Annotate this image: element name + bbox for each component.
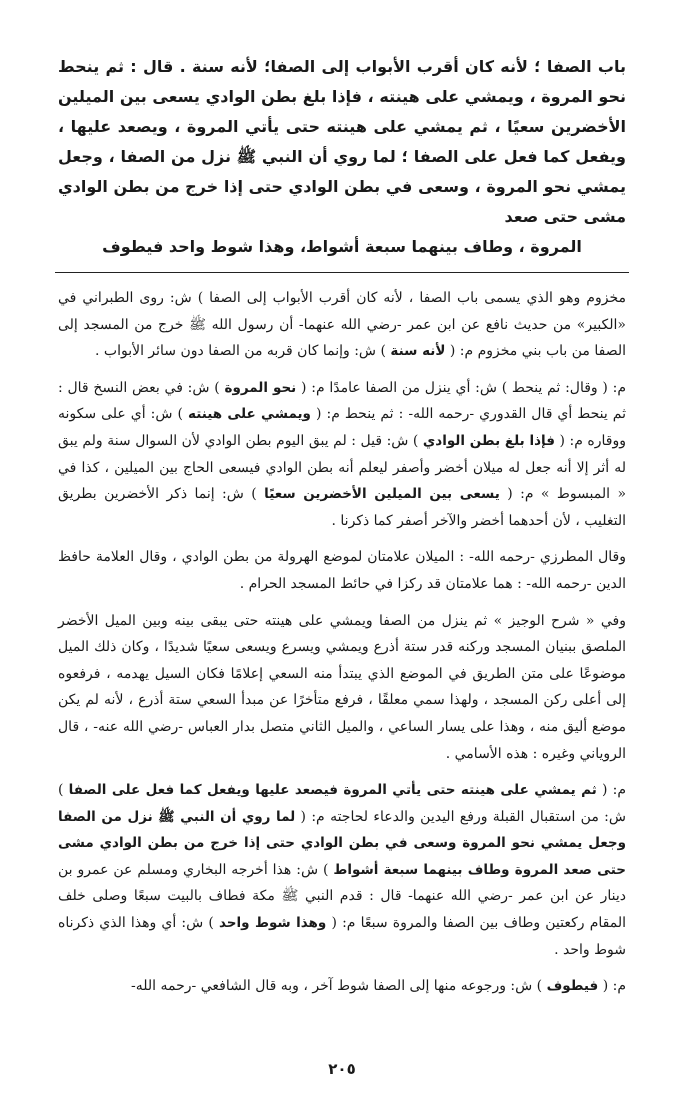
- matn-quote: فإذا بلغ بطن الوادي: [422, 432, 555, 449]
- matn-line-main: باب الصفا ؛ لأنه كان أقرب الأبواب إلى الصفا؛ لأنه سنة . قال : ثم ينحط نحو المروة ، ويمشي على هينته ، فإذا بلغ بطن الوادي يسعى بين الميلين الأخضرين سعيًا ، ثم يمشي على هينته حتى يأتي المروة ، ويصعد عليها ، ويفعل كما فعل على الصفا ؛ لما روي أن النبي ﷺ نزل من الصفا ، وجعل يمشي نحو المروة ، وسعى في بطن الوادي حتى إذا خرج من بطن الوادي مشى حتى صعد: [58, 57, 626, 226]
- page-number: ٢٠٥: [328, 1060, 356, 1078]
- matn-text: [58, 52, 626, 262]
- matn-quote: نحو المروة: [224, 379, 297, 396]
- sharh-paragraph-6: م: ( فيطوف ) ش: ورجوعه منها إلى الصفا شوط آخر ، وبه قال الشافعي -رحمه الله-: [131, 978, 626, 995]
- matn-quote: لأنه سنة: [390, 343, 446, 360]
- sharh-paragraph-3: وقال المطرزي -رحمه الله- : الميلان علامتان لموضع الهرولة من بطن الوادي ، وقال العلامة حافظ الدين -رحمه الله- : هما علامتان قد ركزا في حائط المسجد الحرام .: [58, 549, 626, 592]
- matn-quote: فيطوف: [546, 978, 599, 995]
- sharh-paragraph-5: م: ( ثم يمشي على هينته حتى يأتي المروة فيصعد عليها ويفعل كما فعل على الصفا ) ش: من استقبال القبلة ورفع اليدين والدعاء لحاجته م: ( لما روي أن النبي ﷺ نزل من الصفا وجعل يمشي نحو المروة وسعى في بطن الوادي حتى إذا خرج من بطن الوادي مشى حتى صعد المروة وطاف بينهما سبعة أشواط ) ش: هذا أخرجه البخاري ومسلم عن عمرو بن دينار عن ابن عمر -رضي الله عنهما- قال : قدم النبي ﷺ مكة فطاف بالبيت سبعًا وصلى خلف المقام ركعتين وطاف بين الصفا والمروة سبعًا م: ( وهذا شوط واحد ) ش: أي وهذا الذي ذكرناه شوط واحد .: [58, 782, 627, 958]
- matn-quote: يسعى بين الميلين الأخضرين سعيًا: [264, 486, 500, 503]
- sharh-paragraph-2: م: ( وقال: ثم ينحط ) ش: أي ينزل من الصفا عامدًا م: ( نحو المروة ) ش: في بعض النسخ قال : ثم ينحط أي قال القدوري -رحمه الله- : ثم ينحط م: ( ويمشي على هينته ) ش: أي على سكونه ووقاره م: ( فإذا بلغ بطن الوادي ) ش: قيل : لم يبق اليوم بطن الوادي لأن السوال سنة ولم يبق له أثر إلا أنه جعل له ميلان أخضر وأصفر ليعلم أنه بطن الوادي فيسعى الحاج بين الميلين ، كذا في « المبسوط » م: ( يسعى بين الميلين الأخضرين سعيًا ) ش: إنما ذكر الأخضرين بطريق التغليب ، لأن أحدهما أخضر والآخر أصفر كما ذكرنا .: [58, 379, 627, 529]
- matn-quote: وهذا شوط واحد: [219, 915, 327, 932]
- separator-rule: [55, 272, 629, 273]
- sharh-commentary: [58, 285, 626, 1000]
- sharh-paragraph-4: وفي « شرح الوجيز » ثم ينزل من الصفا ويمشي على هينته حتى يبقى بينه وبين الميل الأخضر الملصق ببنيان المسجد وركنه قدر ستة أذرع ويمشي ويسرع ويسعى سعيًا شديدًا ، وكان ذلك الميل موضوعًا على متن الطريق في الموضع الذي يبتدأ منه السعي إعلامًا فكان السيل يهدمه ، فرفعوه إلى أعلى ركن المسجد ، ولهذا سمي معلقًا ، فرفع متأخرًا عن مبدأ السعي ستة أذرع ، لأنه لم يكن موضع أليق منه ، وهذا على يسار الساعي ، والميل الثاني متصل بدار العباس -رضي الله عنه- ، قال الروياني وغيره : هذه الأسامي .: [58, 612, 626, 762]
- matn-quote: لما روي أن النبي ﷺ نزل من الصفا وجعل يمشي نحو المروة وسعى في بطن الوادي حتى إذا خرج من بطن الوادي مشى حتى صعد المروة وطاف بينهما سبعة أشواط: [58, 808, 626, 878]
- matn-quote: ويمشي على هينته: [188, 406, 311, 423]
- sharh-paragraph-1: مخزوم وهو الذي يسمى باب الصفا ، لأنه كان أقرب الأبواب إلى الصفا ) ش: روى الطبراني في «الكبير» من حديث نافع عن ابن عمر -رضي الله عنهما- أن رسول الله ﷺ خرج من المسجد إلى الصفا من باب بني مخزوم م: ( لأنه سنة ) ش: وإنما كان قربه من الصفا دون سائر الأبواب .: [58, 290, 626, 360]
- matn-line-last: المروة ، وطاف بينهما سبعة أشواط، وهذا شوط واحد فيطوف: [102, 237, 582, 256]
- matn-quote: ثم يمشي على هينته حتى يأتي المروة فيصعد عليها ويفعل كما فعل على الصفا: [68, 782, 597, 799]
